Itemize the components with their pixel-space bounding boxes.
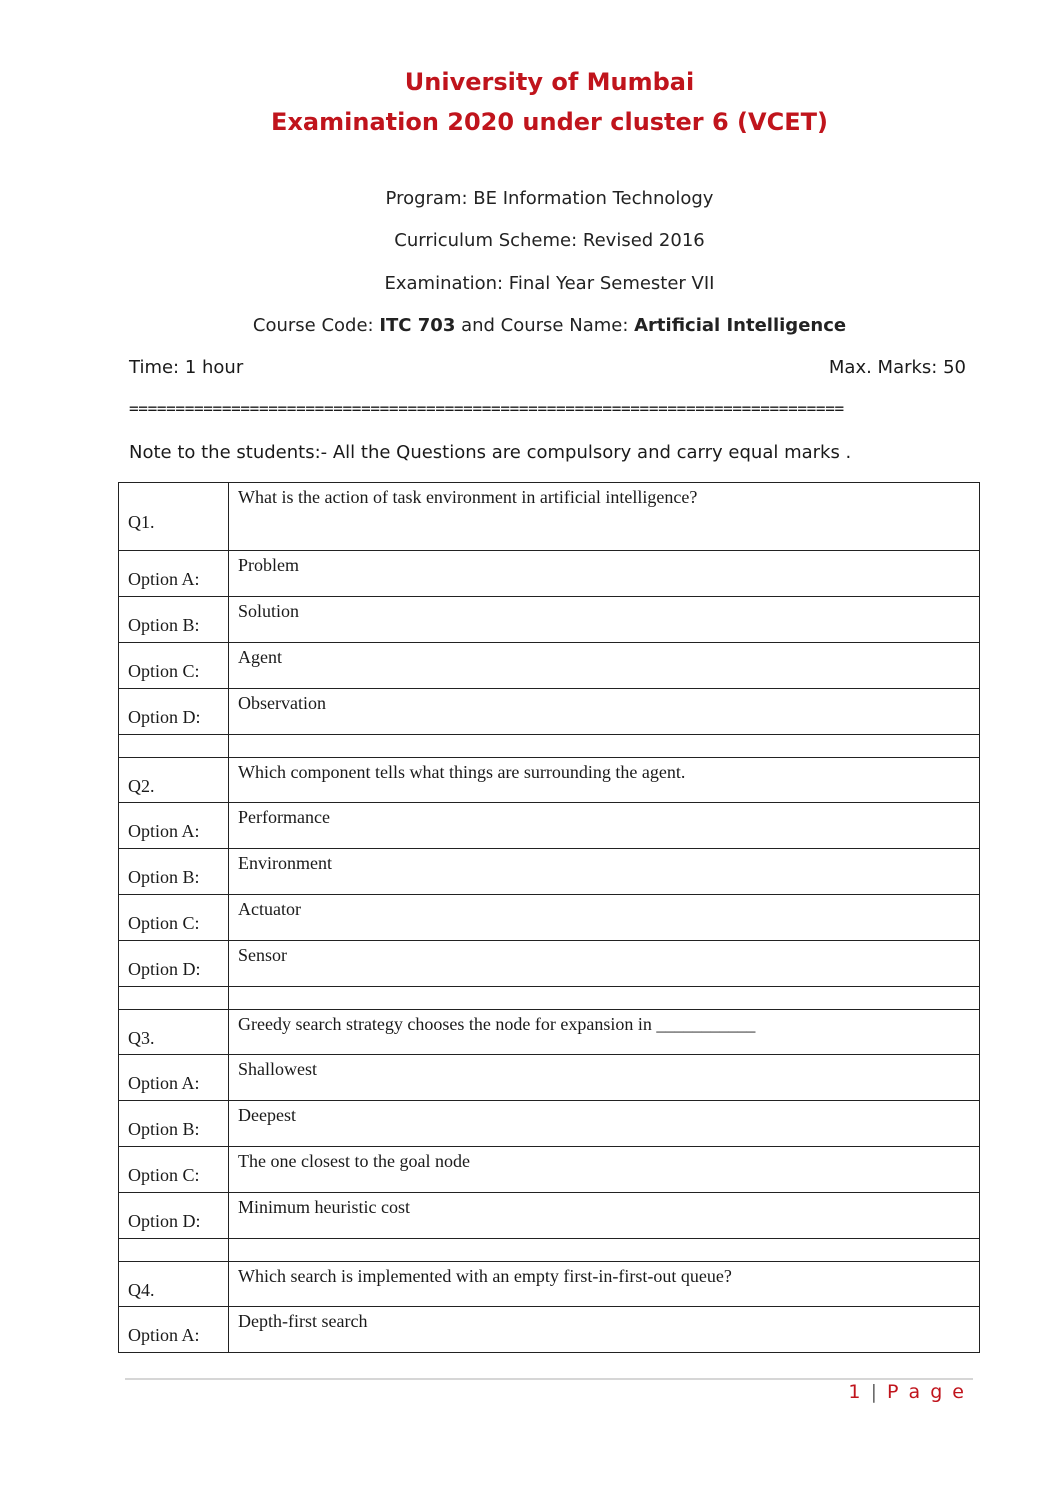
spacer-row: [119, 1239, 980, 1262]
option-text: Sensor: [229, 941, 980, 987]
question-row: [119, 1010, 980, 1055]
question-row: [119, 483, 980, 551]
question-label: Q3.: [128, 1027, 155, 1048]
question-label-cell: [119, 483, 229, 551]
spacer-cell: [119, 735, 229, 758]
option-label-cell: [119, 551, 229, 597]
option-label: Option D:: [128, 959, 201, 979]
separator-rule: =============================================================================: [129, 399, 844, 418]
question-label: Q2.: [128, 775, 155, 796]
question-label: Q1.: [128, 512, 155, 532]
question-label: Q4.: [128, 1279, 155, 1300]
spacer-cell: [229, 735, 980, 758]
course-prefix: Course Code:: [252, 315, 380, 336]
option-text: The one closest to the goal node: [229, 1147, 980, 1193]
option-label-cell: [119, 597, 229, 643]
option-label: Option C:: [128, 661, 200, 681]
option-label: Option B:: [128, 1119, 200, 1139]
option-text: Depth-first search: [229, 1307, 980, 1353]
footer-divider: [125, 1378, 973, 1380]
page-separator: |: [870, 1381, 879, 1403]
option-text: Minimum heuristic cost: [229, 1193, 980, 1239]
option-text: Observation: [229, 689, 980, 735]
max-marks-label: Max. Marks: 50: [828, 357, 966, 378]
option-row: [119, 895, 980, 941]
option-label-cell: [119, 895, 229, 941]
option-label: Option C:: [128, 1165, 200, 1185]
option-text: Shallowest: [229, 1055, 980, 1101]
option-row: [119, 1193, 980, 1239]
question-label-cell: [119, 758, 229, 803]
option-label: Option A:: [128, 1073, 200, 1093]
option-label: Option D:: [128, 707, 201, 727]
course-name: Artificial Intelligence: [634, 315, 847, 336]
program-line: Program: BE Information Technology: [385, 188, 714, 209]
option-label-cell: [119, 803, 229, 849]
option-label-cell: [119, 1101, 229, 1147]
option-text: Problem: [229, 551, 980, 597]
option-label: Option A:: [128, 569, 200, 589]
option-label-cell: [119, 1307, 229, 1353]
option-row: [119, 643, 980, 689]
question-row: [119, 758, 980, 803]
option-label: Option B:: [128, 615, 200, 635]
option-label: Option D:: [128, 1211, 201, 1231]
question-text: Greedy search strategy chooses the node for expansion in ___________: [229, 1010, 980, 1055]
exam-title: Examination 2020 under cluster 6 (VCET): [271, 108, 828, 136]
option-row: [119, 941, 980, 987]
option-text: Environment: [229, 849, 980, 895]
option-row: [119, 551, 980, 597]
course-mid: and Course Name:: [455, 315, 635, 336]
time-label: Time: 1 hour: [129, 357, 244, 378]
question-text: Which component tells what things are surrounding the agent.: [229, 758, 980, 803]
option-label-cell: [119, 1193, 229, 1239]
page-number: [848, 1381, 966, 1403]
spacer-row: [119, 735, 980, 758]
question-label-cell: [119, 1010, 229, 1055]
scheme-line: Curriculum Scheme: Revised 2016: [394, 230, 705, 251]
spacer-row: [119, 987, 980, 1010]
course-line: [0, 315, 1059, 336]
question-text: What is the action of task environment in artificial intelligence?: [229, 483, 980, 551]
option-row: [119, 1307, 980, 1353]
option-row: [119, 1101, 980, 1147]
option-row: [119, 1147, 980, 1193]
option-label: Option A:: [128, 1325, 200, 1345]
option-text: Performance: [229, 803, 980, 849]
university-title: University of Mumbai: [404, 68, 695, 96]
spacer-cell: [119, 987, 229, 1010]
option-label-cell: [119, 941, 229, 987]
option-row: [119, 849, 980, 895]
page-word: P a g e: [887, 1381, 966, 1403]
spacer-cell: [229, 1239, 980, 1262]
option-row: [119, 1055, 980, 1101]
option-row: [119, 597, 980, 643]
option-text: Actuator: [229, 895, 980, 941]
option-text: Agent: [229, 643, 980, 689]
option-label-cell: [119, 1147, 229, 1193]
question-row: [119, 1262, 980, 1307]
option-label-cell: [119, 1055, 229, 1101]
question-label-cell: [119, 1262, 229, 1307]
option-row: [119, 689, 980, 735]
students-note: Note to the students:- All the Questions are compulsory and carry equal marks .: [129, 442, 852, 463]
option-label: Option A:: [128, 821, 200, 841]
option-label-cell: [119, 849, 229, 895]
option-text: Solution: [229, 597, 980, 643]
option-label: Option C:: [128, 913, 200, 933]
spacer-cell: [119, 1239, 229, 1262]
question-text: Which search is implemented with an empty first-in-first-out queue?: [229, 1262, 980, 1307]
course-code: ITC 703: [379, 315, 456, 336]
examination-line: Examination: Final Year Semester VII: [384, 273, 715, 294]
option-text: Deepest: [229, 1101, 980, 1147]
page-number-value: 1: [848, 1381, 863, 1403]
spacer-cell: [229, 987, 980, 1010]
questions-table: [118, 482, 980, 1353]
option-label: Option B:: [128, 867, 200, 887]
option-label-cell: [119, 643, 229, 689]
option-row: [119, 803, 980, 849]
option-label-cell: [119, 689, 229, 735]
